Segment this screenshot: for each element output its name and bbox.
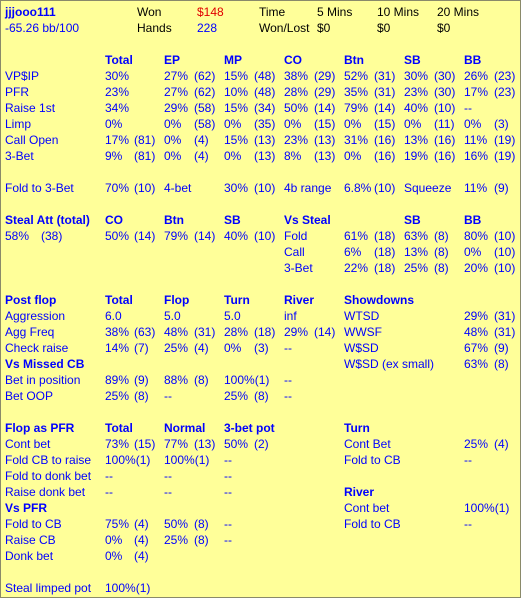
stat-label-river-fold-to-cb: Fold to CB — [344, 517, 401, 531]
stat-count: (8) — [494, 357, 509, 371]
stat-value: 29% — [464, 309, 489, 323]
stat-count: (13) — [314, 133, 336, 147]
stat-value: 29% — [164, 101, 189, 115]
stat-value: 23% — [105, 85, 130, 99]
stat-value: 13% — [404, 245, 429, 259]
stat-value: 50% — [284, 101, 309, 115]
hands-value: 228 — [197, 21, 218, 35]
player-name: jjjooo111 — [5, 5, 56, 19]
stat-value: 77% — [164, 437, 189, 451]
flop-pfr-header-normal: Normal — [164, 421, 206, 435]
stat-count: (14) — [314, 325, 336, 339]
stat-value: 50% — [164, 517, 189, 531]
stat-value: 100%(1) — [105, 453, 151, 467]
stat-label-three-bet: 3-Bet — [5, 149, 34, 163]
stat-count: (2) — [254, 437, 269, 451]
stat-value: 0% — [224, 117, 242, 131]
stat-label-fold-cb-to-raise: Fold CB to raise — [5, 453, 92, 467]
stat-count: (3) — [494, 117, 509, 131]
stat-count: (4) — [194, 133, 209, 147]
stat-label-aggression: Aggression — [5, 309, 66, 323]
stat-value: 75% — [105, 517, 130, 531]
section-title-post-flop: Post flop — [5, 293, 57, 307]
stat-label-wsd: W$SD — [344, 341, 379, 355]
vs-steal-header-bb: BB — [464, 213, 482, 227]
preflop-header-total: Total — [105, 53, 133, 67]
vs-steal-header-sb: SB — [404, 213, 421, 227]
stat-value: 5.0 — [164, 309, 181, 323]
stat-value: 30% — [105, 69, 130, 83]
stat-count: (31) — [374, 85, 396, 99]
time-label: Time — [259, 5, 286, 19]
stat-value: 0% — [344, 117, 362, 131]
stat-count: (14) — [194, 229, 216, 243]
stat-value: 73% — [105, 437, 130, 451]
stat-count: (4) — [134, 517, 149, 531]
stat-count: (9) — [134, 373, 149, 387]
stat-value: inf — [284, 309, 297, 323]
stat-count: (8) — [254, 389, 269, 403]
stat-value: 6.8% — [344, 181, 372, 195]
stat-count: (10) — [494, 261, 516, 275]
stat-count: (18) — [254, 325, 276, 339]
stat-value: -- — [284, 373, 292, 387]
stat-value: 14% — [105, 341, 130, 355]
stat-label-fold-to-donk-bet: Fold to donk bet — [5, 469, 92, 483]
stat-value: 28% — [224, 325, 249, 339]
stat-label-pfr: PFR — [5, 85, 29, 99]
stat-label-cont-bet: Cont bet — [5, 437, 51, 451]
hands-label: Hands — [137, 21, 172, 35]
stat-count: (31) — [374, 69, 396, 83]
stat-value: 20% — [464, 261, 489, 275]
stat-value: 27% — [164, 85, 189, 99]
stat-count: (10) — [254, 181, 276, 195]
stat-value: 15% — [224, 69, 249, 83]
time-header-20: 20 Mins — [437, 5, 480, 19]
stat-value: 50% — [105, 229, 130, 243]
stat-count: (62) — [194, 69, 216, 83]
stat-value: 0% — [404, 117, 422, 131]
stat-value: 0% — [105, 549, 123, 563]
stat-count: (14) — [134, 229, 156, 243]
stat-count: (4) — [134, 549, 149, 563]
stat-value: -- — [105, 485, 113, 499]
stat-count: (81) — [134, 133, 156, 147]
stat-value: 25% — [164, 341, 189, 355]
stat-label-raise-donk-bet: Raise donk bet — [5, 485, 86, 499]
stat-value: -- — [464, 453, 472, 467]
stat-value: 48% — [164, 325, 189, 339]
stat-count: (13) — [254, 149, 276, 163]
won-lost-10: $0 — [377, 21, 391, 35]
section-title-vs-steal: Vs Steal — [284, 213, 331, 227]
stat-value: 8% — [284, 149, 302, 163]
preflop-header-ep: EP — [164, 53, 181, 67]
steal-header-btn: Btn — [164, 213, 184, 227]
stat-count: (10) — [134, 181, 156, 195]
stat-label-raise-first: Raise 1st — [5, 101, 56, 115]
won-lost-20: $0 — [437, 21, 451, 35]
stat-count: (31) — [494, 325, 516, 339]
flop-pfr-header-total: Total — [105, 421, 133, 435]
section-title-showdowns: Showdowns — [344, 293, 414, 307]
stat-count: (4) — [194, 149, 209, 163]
stat-value: 34% — [105, 101, 130, 115]
stat-value: 0% — [284, 117, 302, 131]
postflop-header-total: Total — [105, 293, 133, 307]
stat-count: (11) — [434, 117, 455, 131]
stat-count: (18) — [374, 245, 396, 259]
stat-value: -- — [464, 101, 472, 115]
stat-count: (19) — [494, 133, 516, 147]
stat-count: (30) — [434, 69, 456, 83]
stat-count: (4) — [134, 533, 149, 547]
stat-value: -- — [224, 453, 232, 467]
stat-value: 79% — [164, 229, 189, 243]
stat-label-call-open: Call Open — [5, 133, 59, 147]
steal-header-sb: SB — [224, 213, 241, 227]
stat-count: (23) — [494, 85, 516, 99]
section-title-flop-as-pfr: Flop as PFR — [5, 421, 75, 435]
stat-value: 48% — [464, 325, 489, 339]
stat-label-agg-freq: Agg Freq — [5, 325, 55, 339]
stat-label-squeeze: Squeeze — [404, 181, 452, 195]
preflop-header-bb: BB — [464, 53, 482, 67]
stat-value: 100%(1) — [105, 581, 151, 595]
won-lost-label: Won/Lost — [259, 21, 310, 35]
stat-value: 0% — [164, 149, 182, 163]
stat-value: -- — [284, 389, 292, 403]
stat-value: 10% — [224, 85, 249, 99]
stat-label-four-bet: 4-bet — [164, 181, 192, 195]
stat-count: (3) — [254, 341, 269, 355]
stat-count: (15) — [314, 117, 336, 131]
stat-value: 67% — [464, 341, 489, 355]
stat-value: 0% — [344, 149, 362, 163]
stat-value: 25% — [105, 389, 130, 403]
stat-count: (16) — [434, 133, 456, 147]
stat-label-turn-cont-bet: Cont Bet — [344, 437, 391, 451]
stat-count: (16) — [374, 149, 396, 163]
preflop-header-sb: SB — [404, 53, 421, 67]
stat-count: (19) — [494, 149, 516, 163]
stat-count: (10) — [494, 245, 516, 259]
stat-label-limp: Limp — [5, 117, 32, 131]
stat-label-vs-steal-call: Call — [284, 245, 305, 259]
stat-value: 25% — [404, 261, 429, 275]
stat-label-wsd-ex-small: W$SD (ex small) — [344, 357, 435, 371]
stat-count: (8) — [194, 533, 209, 547]
stat-value: -- — [164, 469, 172, 483]
stat-label-wtsd: WTSD — [344, 309, 380, 323]
stat-label-steal-limped-pot: Steal limped pot — [5, 581, 92, 595]
stat-value: 27% — [164, 69, 189, 83]
stat-count: (58) — [194, 117, 216, 131]
stat-value: 40% — [224, 229, 249, 243]
stat-value: 28% — [284, 85, 309, 99]
stat-value: 15% — [224, 133, 249, 147]
postflop-header-turn: Turn — [224, 293, 250, 307]
stat-value: 0% — [464, 117, 482, 131]
stat-value: 22% — [344, 261, 369, 275]
stat-value: 13% — [404, 133, 429, 147]
stat-count: (48) — [254, 69, 276, 83]
stat-label-bet-in-position: Bet in position — [5, 373, 81, 387]
time-header-10: 10 Mins — [377, 5, 420, 19]
stat-count: (10) — [254, 229, 276, 243]
stat-label-vpip: VP$IP — [5, 69, 40, 83]
player-bb-rate: -65.26 bb/100 — [5, 21, 80, 35]
stat-value: 15% — [224, 101, 249, 115]
stat-value: 100%(1) — [224, 373, 270, 387]
stat-count: (13) — [254, 133, 276, 147]
section-title-turn: Turn — [344, 421, 370, 435]
stat-value: 25% — [224, 389, 249, 403]
stat-value: -- — [164, 389, 172, 403]
section-title-steal: Steal Att (total) — [5, 213, 90, 227]
stat-value: 25% — [464, 437, 489, 451]
section-title-river: River — [344, 485, 375, 499]
stat-value: 11% — [464, 133, 488, 147]
stat-count: (16) — [374, 133, 396, 147]
stat-label-wwsf: WWSF — [344, 325, 382, 339]
stat-label-vs-steal-three-bet: 3-Bet — [284, 261, 313, 275]
time-header-5: 5 Mins — [317, 5, 353, 19]
stat-value: 29% — [284, 325, 309, 339]
stat-count: (63) — [134, 325, 156, 339]
won-lost-5: $0 — [317, 21, 331, 35]
stat-value: 16% — [464, 149, 489, 163]
stat-count: (14) — [374, 101, 396, 115]
stat-value: 50% — [224, 437, 249, 451]
section-title-vs-missed-cb: Vs Missed CB — [5, 357, 85, 371]
stat-label-river-cont-bet: Cont bet — [344, 501, 390, 515]
stat-value: 40% — [404, 101, 429, 115]
stat-count: (8) — [434, 229, 449, 243]
stat-value: 38% — [105, 325, 130, 339]
stat-label-fold-to-three-bet: Fold to 3-Bet — [5, 181, 74, 195]
stat-label-turn-fold-to-cb: Fold to CB — [344, 453, 401, 467]
stat-label-raise-cb: Raise CB — [5, 533, 56, 547]
stat-value: 19% — [404, 149, 429, 163]
stat-count: (31) — [494, 309, 516, 323]
stat-value: -- — [164, 485, 172, 499]
stat-count: (48) — [254, 85, 276, 99]
stat-count: (29) — [314, 85, 336, 99]
stat-value: 17% — [105, 133, 130, 147]
stat-count: (38) — [41, 229, 63, 243]
stat-value: -- — [464, 517, 472, 531]
section-title-vs-pfr: Vs PFR — [5, 501, 48, 515]
stat-value: 6% — [344, 245, 362, 259]
postflop-header-river: River — [284, 293, 315, 307]
stat-count: (7) — [134, 341, 149, 355]
stat-count: (9) — [494, 341, 509, 355]
stat-value: 17% — [464, 85, 489, 99]
stat-count: (29) — [314, 69, 336, 83]
stat-value: -- — [224, 533, 232, 547]
stat-count: (4) — [194, 341, 209, 355]
stat-value: 9% — [105, 149, 123, 163]
stat-count: (8) — [194, 517, 209, 531]
stat-value: 31% — [344, 133, 369, 147]
stat-count: (23) — [494, 69, 516, 83]
stat-label-bet-oop: Bet OOP — [5, 389, 54, 403]
stat-count: (34) — [254, 101, 276, 115]
stat-count: (8) — [434, 261, 449, 275]
stat-value: -- — [105, 469, 113, 483]
stat-value: 0% — [105, 117, 123, 131]
stat-value: 35% — [344, 85, 369, 99]
stat-value: 100%(1) — [164, 453, 210, 467]
stat-count: (18) — [374, 229, 396, 243]
stat-value: 63% — [404, 229, 429, 243]
stat-value: 89% — [105, 373, 130, 387]
stat-value: 100%(1) — [464, 501, 510, 515]
stat-value: 61% — [344, 229, 369, 243]
stat-count: (13) — [194, 437, 216, 451]
stat-count: (16) — [434, 149, 456, 163]
stat-value: 88% — [164, 373, 189, 387]
stat-label-fold-to-cb: Fold to CB — [5, 517, 62, 531]
stat-count: (81) — [134, 149, 156, 163]
stat-label-four-bet-range: 4b range — [284, 181, 332, 195]
stat-value: 58% — [5, 229, 30, 243]
stat-value: 38% — [284, 69, 309, 83]
stat-value: -- — [224, 517, 232, 531]
stat-value: 11% — [464, 181, 488, 195]
preflop-header-mp: MP — [224, 53, 242, 67]
stat-count: (10) — [494, 229, 516, 243]
won-value: $148 — [197, 5, 224, 19]
stat-value: 63% — [464, 357, 489, 371]
stat-count: (9) — [494, 181, 509, 195]
postflop-header-flop: Flop — [164, 293, 190, 307]
flop-pfr-header-three-bet-pot: 3-bet pot — [224, 421, 275, 435]
stat-value: 0% — [105, 533, 123, 547]
stat-value: 6.0 — [105, 309, 122, 323]
stat-value: 52% — [344, 69, 369, 83]
stat-value: 0% — [164, 133, 182, 147]
steal-header-co: CO — [105, 213, 123, 227]
stat-value: 0% — [164, 117, 182, 131]
stat-value: 80% — [464, 229, 489, 243]
stat-value: 0% — [464, 245, 482, 259]
stat-count: (62) — [194, 85, 216, 99]
stat-count: (8) — [134, 389, 149, 403]
stat-value: 23% — [284, 133, 309, 147]
stat-count: (15) — [134, 437, 156, 451]
stat-count: (4) — [494, 437, 509, 451]
stat-count: (10) — [374, 181, 396, 195]
stat-count: (58) — [194, 101, 216, 115]
stat-label-check-raise: Check raise — [5, 341, 69, 355]
stat-count: (18) — [374, 261, 396, 275]
stat-value: 0% — [224, 341, 242, 355]
stat-value: 25% — [164, 533, 189, 547]
stat-count: (8) — [194, 373, 209, 387]
preflop-header-btn: Btn — [344, 53, 364, 67]
stat-count: (10) — [434, 101, 456, 115]
stat-value: 0% — [224, 149, 242, 163]
stat-count: (30) — [434, 85, 456, 99]
stat-value: -- — [224, 485, 232, 499]
stat-label-vs-steal-fold: Fold — [284, 229, 308, 243]
stat-label-donk-bet: Donk bet — [5, 549, 54, 563]
stat-count: (14) — [314, 101, 336, 115]
stat-count: (31) — [194, 325, 216, 339]
stat-value: -- — [224, 469, 232, 483]
stat-value: 70% — [105, 181, 130, 195]
stat-value: 26% — [464, 69, 489, 83]
stat-value: 30% — [404, 69, 429, 83]
stat-value: 5.0 — [224, 309, 241, 323]
stat-count: (35) — [254, 117, 276, 131]
stat-value: 30% — [224, 181, 249, 195]
preflop-header-co: CO — [284, 53, 302, 67]
won-label: Won — [137, 5, 162, 19]
stat-count: (13) — [314, 149, 336, 163]
stat-value: -- — [284, 341, 292, 355]
stat-value: 79% — [344, 101, 369, 115]
stat-value: 23% — [404, 85, 429, 99]
stat-count: (15) — [374, 117, 396, 131]
stat-count: (8) — [434, 245, 449, 259]
